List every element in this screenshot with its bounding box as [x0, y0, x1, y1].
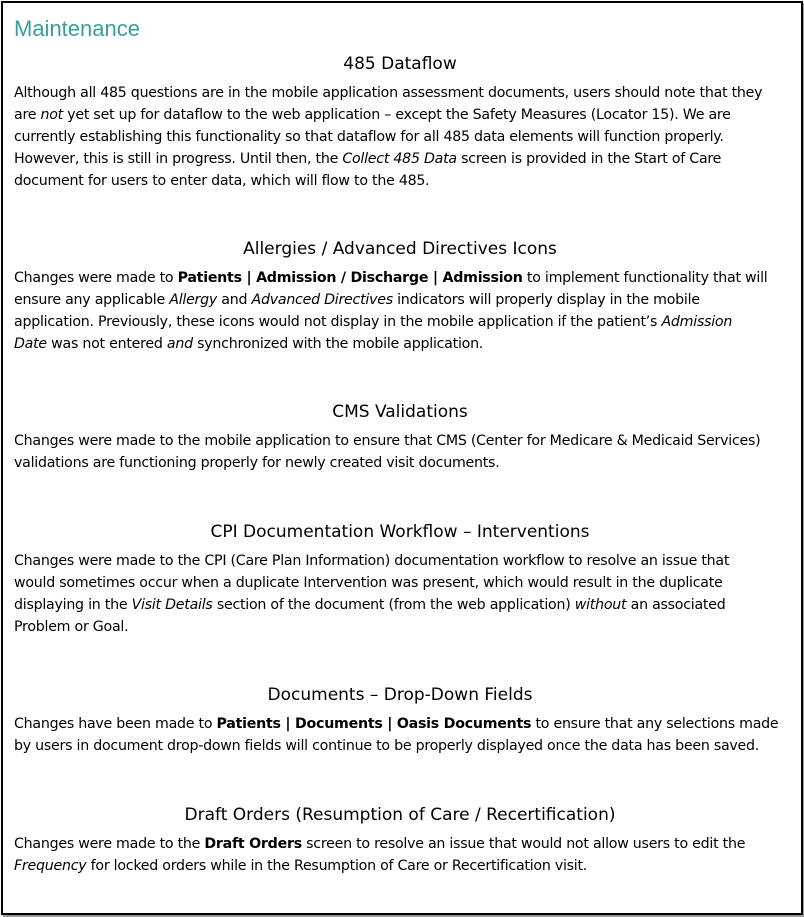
text-run: Although all 485 questions are in the mobile application assessment documents, users should note that they [14, 85, 763, 101]
section-title-documents-dropdown: Documents – Drop-Down Fields [267, 685, 533, 705]
text-run: application. Previously, these icons would not display in the mobile application if the patient’s [14, 314, 662, 330]
bold-text: Draft Orders [204, 836, 302, 852]
italic-text: without [574, 597, 627, 613]
bold-text: Patients | Admission / Discharge | Admission [177, 270, 523, 286]
paragraph-line [14, 572, 804, 594]
text-run: Problem or Goal. [14, 619, 129, 635]
text-run: Changes were made to [14, 270, 178, 286]
section-paragraph-draft-orders [14, 833, 804, 877]
text-run: section of the document (from the web application) [212, 597, 575, 613]
paragraph-line [14, 713, 804, 735]
section-title-cpi-workflow: CPI Documentation Workflow – Interventions [210, 522, 590, 542]
text-run: yet set up for dataflow to the web application – except the Safety Measures (Locator 15). We are [62, 107, 731, 123]
section-title-485-dataflow: 485 Dataflow [343, 54, 457, 74]
italic-text: Date [14, 336, 47, 352]
text-run: currently establishing this functionality so that dataflow for all 485 data elements will function properly. [14, 129, 724, 145]
text-run: screen is provided in the Start of Care [456, 151, 722, 167]
paragraph-line [14, 311, 804, 333]
paragraph-line [14, 550, 804, 572]
text-run: to ensure that any selections made [531, 716, 779, 732]
text-run: Changes were made to the mobile application to ensure that CMS (Center for Medicare & Medicaid Services) [14, 433, 761, 449]
italic-text: Frequency [14, 858, 87, 874]
text-run: Changes have been made to [14, 716, 217, 732]
section-paragraph-485-dataflow [14, 82, 804, 192]
text-run: However, this is still in progress. Until then, the [14, 151, 343, 167]
text-run: ensure any applicable [14, 292, 170, 308]
text-run: and [217, 292, 252, 308]
text-run: validations are functioning properly for newly created visit documents. [14, 455, 500, 471]
text-run: was not entered [46, 336, 167, 352]
text-run: screen to resolve an issue that would not allow users to edit the [301, 836, 746, 852]
section-title-allergies-icons: Allergies / Advanced Directives Icons [243, 239, 557, 259]
italic-text: Allergy [169, 292, 218, 308]
paragraph-line [14, 267, 804, 289]
paragraph-line [14, 170, 804, 192]
text-run: an associated [626, 597, 726, 613]
italic-text: Collect 485 Data [342, 151, 457, 167]
page-heading: Maintenance [14, 16, 140, 41]
text-run: for locked orders while in the Resumption of Care or Recertification visit. [86, 858, 588, 874]
bold-text: Patients | Documents | Oasis Documents [216, 716, 532, 732]
text-run: displaying in the [14, 597, 132, 613]
text-run: Changes were made to the [14, 836, 205, 852]
paragraph-line [14, 289, 804, 311]
text-run: would sometimes occur when a duplicate Intervention was present, which would result in the duplicate [14, 575, 723, 591]
text-run: by users in document drop-down fields will continue to be properly displayed once the data has been saved. [14, 738, 760, 754]
text-run: to implement functionality that will [522, 270, 768, 286]
section-title-cms-validations: CMS Validations [332, 402, 468, 422]
paragraph-line [14, 126, 804, 148]
section-paragraph-allergies-icons [14, 267, 804, 355]
paragraph-line [14, 833, 804, 855]
italic-text: Admission [661, 314, 733, 330]
text-run: document for users to enter data, which will flow to the 485. [14, 173, 430, 189]
paragraph-line [14, 104, 804, 126]
paragraph-line [14, 148, 804, 170]
paragraph-line [14, 430, 804, 452]
text-run: synchronized with the mobile application. [192, 336, 484, 352]
section-title-draft-orders: Draft Orders (Resumption of Care / Recertification) [184, 805, 616, 825]
paragraph-line [14, 333, 804, 355]
paragraph-line [14, 82, 804, 104]
italic-text: Visit Details [131, 597, 213, 613]
paragraph-line [14, 735, 804, 757]
paragraph-line [14, 855, 804, 877]
text-run: Changes were made to the CPI (Care Plan Information) documentation workflow to resolve an issue that [14, 553, 730, 569]
paragraph-line [14, 452, 804, 474]
italic-text: Advanced Directives [251, 292, 393, 308]
section-paragraph-documents-dropdown [14, 713, 804, 757]
paragraph-line [14, 594, 804, 616]
paragraph-line [14, 616, 804, 638]
text-run: indicators will properly display in the mobile [392, 292, 700, 308]
section-paragraph-cms-validations [14, 430, 804, 474]
italic-text: not [40, 107, 63, 123]
section-paragraph-cpi-workflow [14, 550, 804, 638]
text-run: are [14, 107, 41, 123]
italic-text: and [166, 336, 193, 352]
